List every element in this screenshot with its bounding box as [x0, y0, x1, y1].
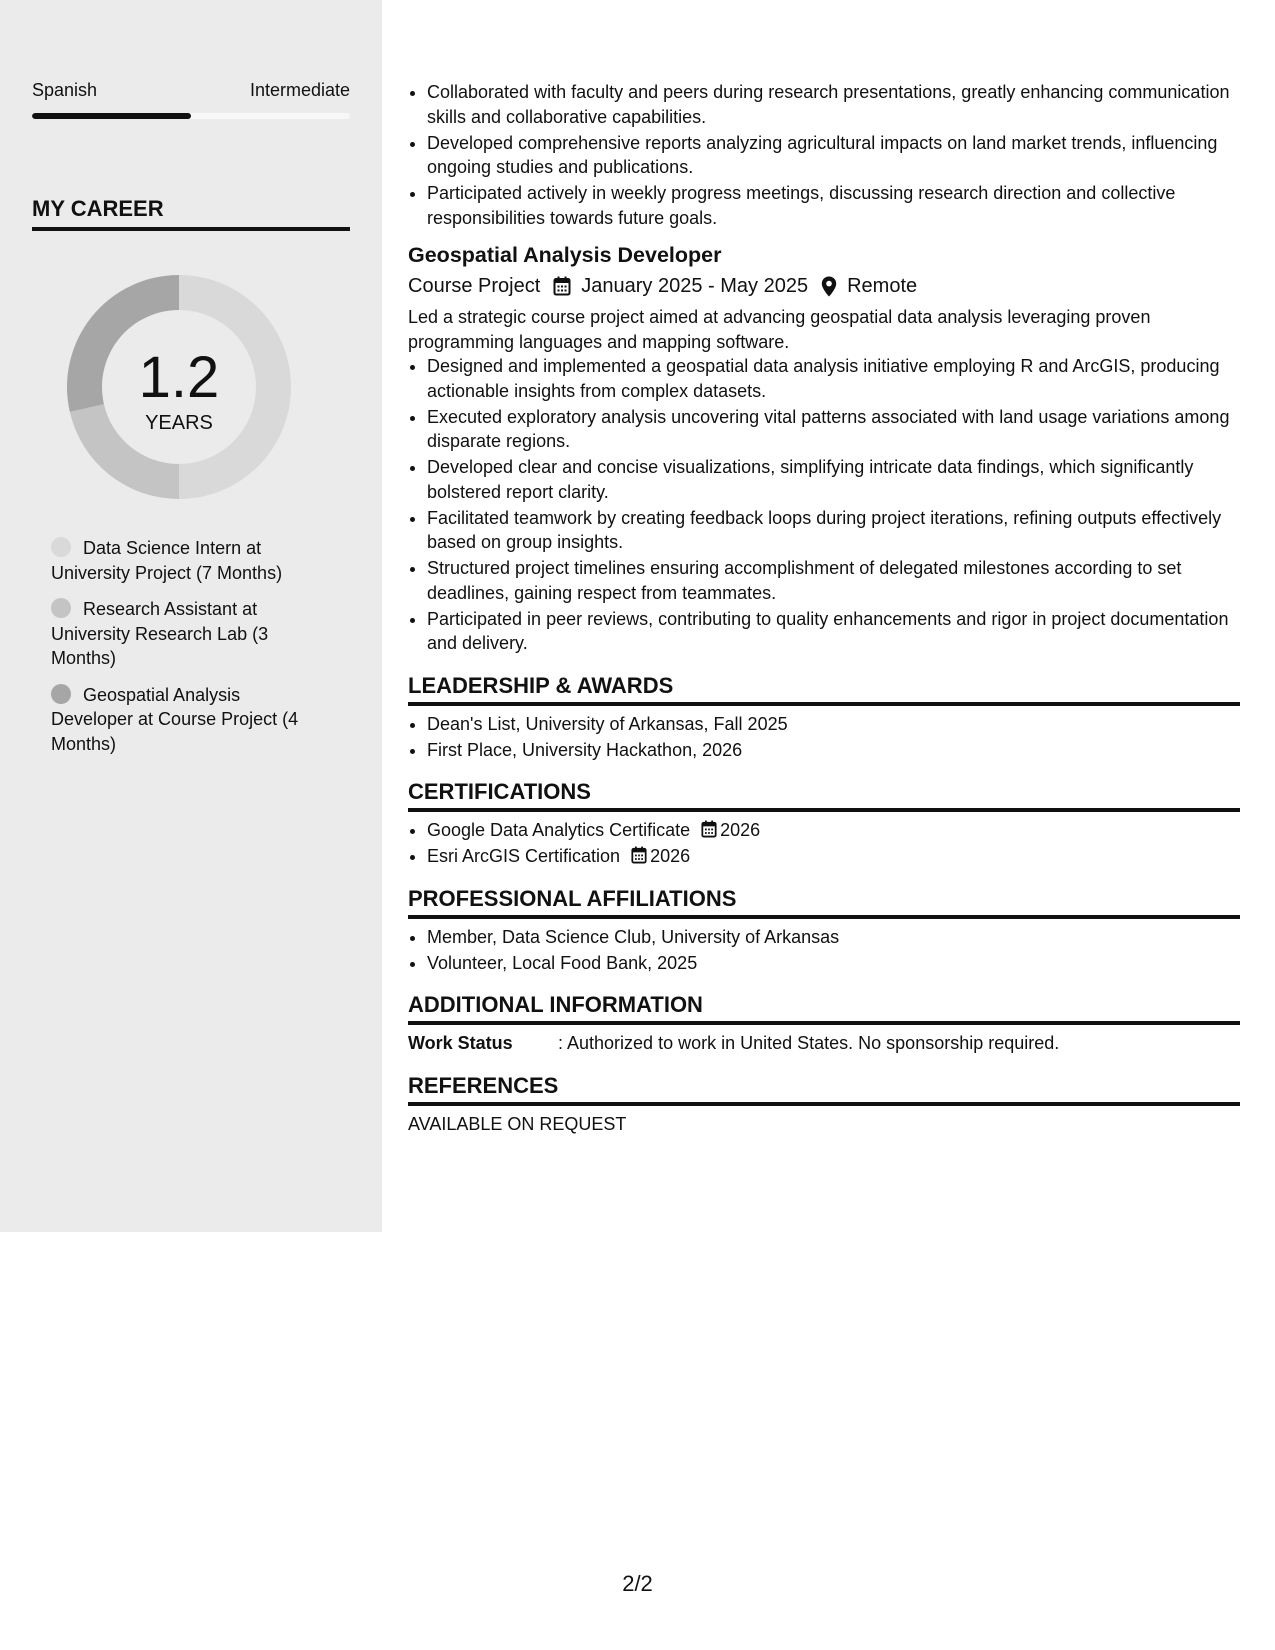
legend-item	[51, 536, 321, 585]
career-heading: MY CAREER	[32, 196, 350, 231]
job-location: Remote	[847, 275, 918, 297]
language-proficiency-bar	[32, 113, 350, 119]
page-number: 2/2	[622, 1571, 653, 1596]
job-meta	[408, 270, 1240, 302]
affiliation-item: • Volunteer, Local Food Bank, 2025	[427, 951, 1240, 976]
additional-info-heading: ADDITIONAL INFORMATION	[408, 991, 1240, 1025]
leadership-heading: LEADERSHIP & AWARDS	[408, 672, 1240, 706]
legend-swatch	[51, 684, 71, 704]
work-status-row	[408, 1031, 1240, 1056]
legend-label: Research Assistant at University Research Lab (3 Months)	[51, 599, 269, 668]
certification-year: 2026	[650, 846, 691, 866]
references-heading: REFERENCES	[408, 1072, 1240, 1106]
language-name: Spanish	[32, 80, 98, 100]
calendar-icon	[553, 276, 571, 296]
job-organization: Course Project	[408, 275, 541, 297]
legend-label: Geospatial Analysis Developer at Course Project (4 Months)	[51, 684, 299, 754]
legend-item	[51, 683, 321, 757]
job-title: Geospatial Analysis Developer	[408, 243, 722, 267]
sidebar	[0, 0, 382, 1232]
language-row	[32, 80, 350, 101]
job-dates: January 2025 - May 2025	[581, 275, 809, 297]
bullet-item: • Structured project timelines ensuring accomplishment of delegated milestones according to set deadlines, gaining respect from teammates.	[427, 556, 1240, 605]
main-content	[408, 80, 1240, 1136]
calendar-icon	[701, 820, 717, 838]
bullet-item: • Designed and implemented a geospatial data analysis initiative employing R and ArcGIS, producing actionable insights from complex datasets.	[427, 354, 1240, 403]
affiliation-item: • Member, Data Science Club, University of Arkansas	[427, 925, 1240, 950]
award-item: • First Place, University Hackathon, 2026	[427, 738, 1240, 763]
map-pin-icon	[821, 276, 837, 297]
legend-item	[51, 597, 321, 671]
language-proficiency-fill	[32, 113, 191, 119]
certifications-heading: CERTIFICATIONS	[408, 778, 1240, 812]
bullet-item: • Participated actively in weekly progress meetings, discussing research direction and collective responsibilities towards future goals.	[427, 181, 1240, 230]
bullet-item: • Participated in peer reviews, contributing to quality enhancements and rigor in project documentation and delivery.	[427, 607, 1240, 656]
bullet-item: • Executed exploratory analysis uncovering vital patterns associated with land usage variations among disparate regions.	[427, 405, 1240, 454]
language-level: Intermediate	[249, 80, 350, 100]
bullet-item: • Facilitated teamwork by creating feedback loops during project iterations, refining outputs effectively based on group insights.	[427, 506, 1240, 555]
career-legend	[51, 536, 321, 768]
certification-year: 2026	[720, 820, 761, 840]
job-description: Led a strategic course project aimed at advancing geospatial data analysis leveraging proven programming languages and mapping software.	[408, 307, 1151, 352]
job-bullets	[408, 354, 1240, 656]
legend-swatch	[51, 598, 71, 618]
bullet-item: • Collaborated with faculty and peers during research presentations, greatly enhancing communication skills and collaborative capabilities.	[427, 80, 1240, 129]
certification-name: Google Data Analytics Certificate	[427, 820, 691, 840]
bullet-item: • Developed clear and concise visualizations, simplifying intricate data findings, which significantly bolstered report clarity.	[427, 455, 1240, 504]
legend-swatch	[51, 537, 71, 557]
career-total-value: 1.2	[138, 345, 220, 410]
work-status-value: : Authorized to work in United States. No sponsorship required.	[558, 1033, 1060, 1053]
certification-item	[427, 818, 1240, 843]
legend-label: Data Science Intern at University Project (7 Months)	[51, 538, 283, 583]
award-item: • Dean's List, University of Arkansas, Fall 2025	[427, 712, 1240, 737]
affiliations-list	[408, 925, 1240, 976]
bullet-item: • Developed comprehensive reports analyzing agricultural impacts on land market trends, influencing ongoing studies and publications.	[427, 131, 1240, 180]
career-donut-chart	[67, 275, 291, 499]
calendar-icon	[631, 846, 647, 864]
certification-name: Esri ArcGIS Certification	[427, 846, 621, 866]
career-total-unit: YEARS	[145, 412, 213, 434]
references-text: AVAILABLE ON REQUEST	[408, 1113, 627, 1134]
affiliations-heading: PROFESSIONAL AFFILIATIONS	[408, 885, 1240, 919]
leadership-list	[408, 712, 1240, 763]
certifications-list	[408, 818, 1240, 869]
previous-job-bullets	[408, 80, 1240, 230]
certification-item	[427, 844, 1240, 869]
work-status-label: Work Status	[408, 1033, 513, 1053]
